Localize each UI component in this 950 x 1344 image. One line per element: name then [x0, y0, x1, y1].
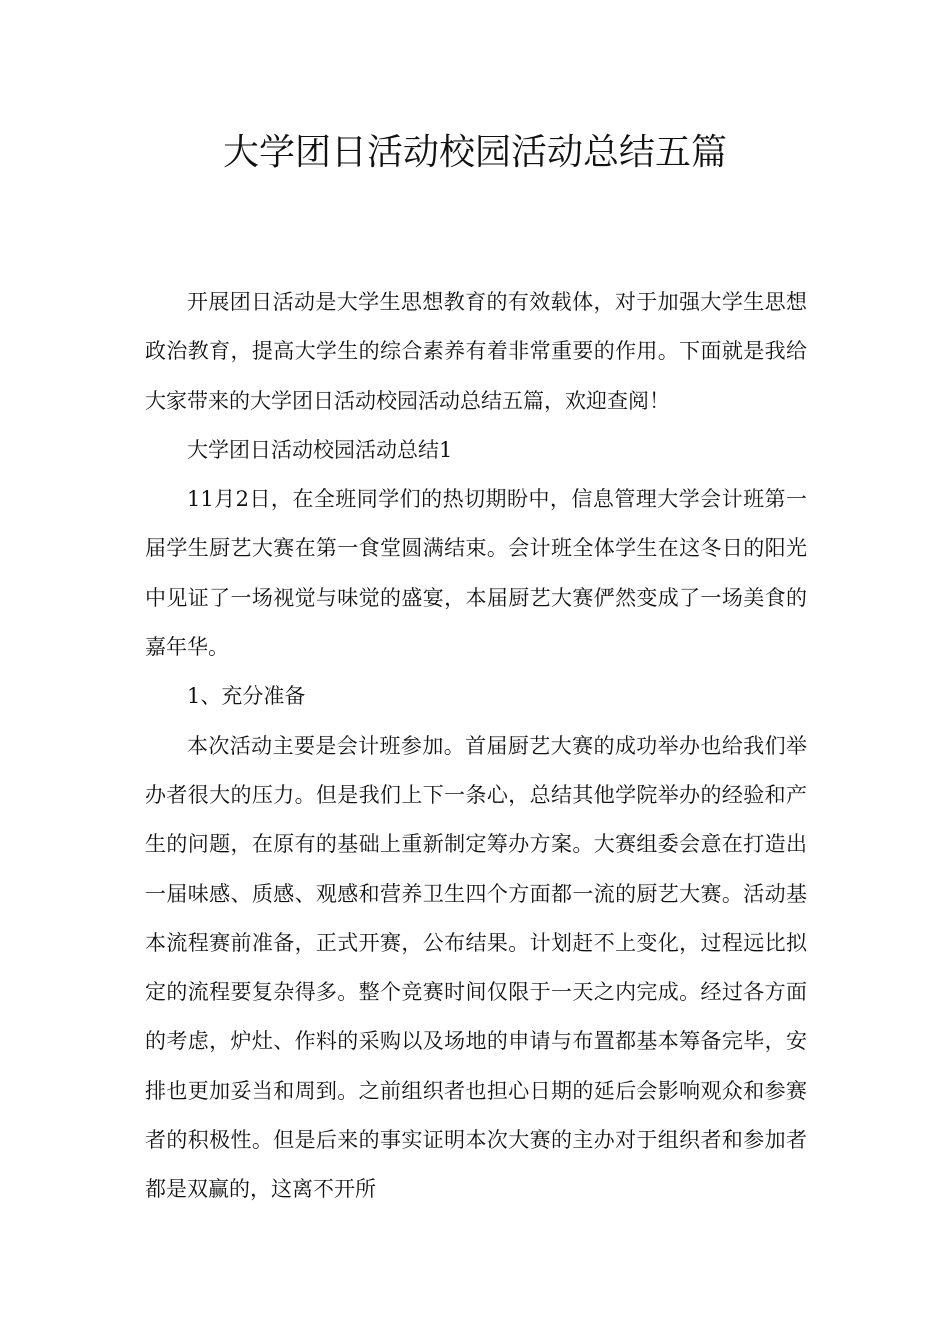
- section-heading-summary-1: 大学团日活动校园活动总结1: [187, 437, 453, 462]
- preparation-paragraph: 本次活动主要是会计班参加。首届厨艺大赛的成功举办也给我们举办者很大的压力。但是我们上下一条心，总结其他学院举办的经验和产生的问题，在原有的基础上重新制定筹办方案。大赛组委会意在打造出一届味感、质感、观感和营养卫生四个方面都一流的厨艺大赛。活动基本流程赛前准备，正式开赛，公布结果。计划赶不上变化，过程远比拟定的流程要复杂得多。整个竞赛时间仅限于一天之内完成。经过各方面的考虑，炉灶、作料的采购以及场地的申请与布置都基本筹备完毕，安排也更加妥当和周到。之前组织者也担心日期的延后会影响观众和参赛者的积极性。但是后来的事实证明本次大赛的主办对于组织者和参加者都是双赢的，这离不开所: [145, 733, 807, 1202]
- intro-paragraph: 开展团日活动是大学生思想教育的有效载体，对于加强大学生思想政治教育，提高大学生的综合素养有着非常重要的作用。下面就是我给大家带来的大学团日活动校园活动总结五篇，欢迎查阅！: [145, 290, 807, 413]
- event-paragraph: 11月2日，在全班同学们的热切期盼中，信息管理大学会计班第一届学生厨艺大赛在第一食堂圆满结束。会计班全体学生在这冬日的阳光中见证了一场视觉与味觉的盛宴，本届厨艺大赛俨然变成了一场美食的嘉年华。: [145, 487, 807, 660]
- document-title: 大学团日活动校园活动总结五篇: [222, 132, 727, 173]
- subheading-preparation: 1、充分准备: [187, 684, 306, 709]
- document-body: [145, 278, 807, 1215]
